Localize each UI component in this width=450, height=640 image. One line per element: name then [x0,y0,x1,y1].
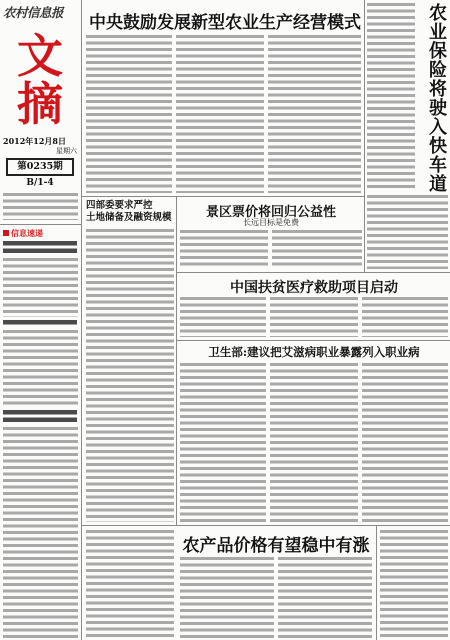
divider [0,224,81,225]
prices-body-text [278,557,372,638]
square-bullet-icon [3,230,9,236]
issue-date: 2012年12月8日 [3,136,66,146]
section-title: 文摘 [17,29,63,131]
insurance-headline: 农业保险将驶入快车道 [426,3,447,193]
page-range: B/1-4 [26,178,54,188]
aids-body-text [270,363,358,522]
paper-name: 农村信息报 [3,5,64,20]
sidebar-body-text [3,258,78,317]
divider [176,272,450,273]
prices-headline: 农产品价格有望稳中有涨 [182,536,370,556]
issue-number: 第0235期 [6,158,74,176]
lead-headline: 中央鼓励发展新型农业生产经营模式 [89,13,361,33]
land-headline-line: 土地储备及融资规模 [86,212,172,223]
issue-weekday: 星期六 [56,147,77,155]
bottom-left-body-text [86,530,174,638]
sidebar-subhead [3,320,77,326]
bottom-right-body-text [380,530,448,638]
divider [176,340,450,341]
lead-body-text [86,35,172,193]
scenic-body-text [180,230,268,269]
aids-body-text [180,363,266,522]
lead-body-text [268,35,361,193]
poverty-body-text [180,297,266,337]
land-headline-line: 四部委要求严控 [86,200,153,211]
scenic-headline: 景区票价将回归公益性 [205,205,336,220]
sidebar-section-tag [3,228,43,239]
masthead-info-text [3,193,78,220]
scenic-subheadline: 长远目标是免费 [243,218,299,227]
insurance-body-text [367,195,448,269]
sidebar-section-label: 信息速递 [11,228,43,238]
aids-headline: 卫生部:建议把艾滋病职业暴露列入职业病 [208,345,420,359]
prices-body-text [180,557,274,638]
land-body-text [86,229,174,522]
aids-body-text [362,363,448,522]
divider [81,0,82,640]
divider [82,525,450,526]
sidebar-body-text [3,427,78,638]
scenic-body-text [272,230,362,269]
poverty-body-text [362,297,448,337]
sidebar-subhead [3,241,77,254]
poverty-body-text [270,297,358,337]
lead-body-text [176,35,264,193]
divider [82,196,364,197]
poverty-headline: 中国扶贫医疗救助项目启动 [230,280,398,296]
sidebar-subhead [3,410,77,423]
sidebar-body-text [3,330,78,407]
divider [176,197,177,525]
insurance-body-text [367,3,415,189]
divider [364,0,365,272]
divider [376,525,377,640]
